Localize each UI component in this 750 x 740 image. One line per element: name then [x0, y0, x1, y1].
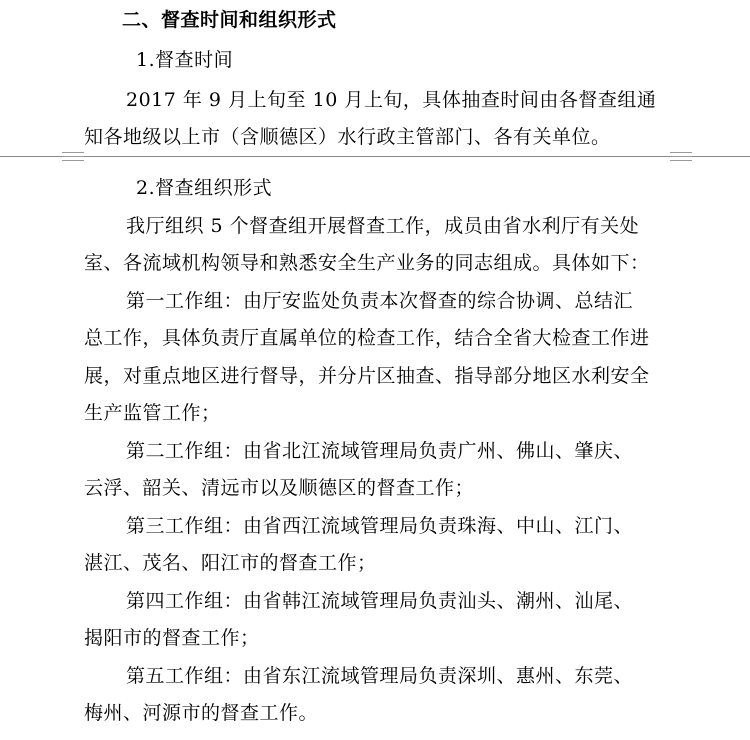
paragraph-line: 展，对重点地区进行督导，并分片区抽查、指导部分地区水利安全	[84, 365, 650, 387]
paragraph-line: 总工作，具体负责厅直属单位的检查工作，结合全省大检查工作进	[84, 327, 650, 349]
paragraph-line: 第五工作组：由省东江流域管理局负责深圳、惠州、东莞、	[126, 665, 634, 687]
paragraph-line: 云浮、韶关、清远市以及顺德区的督查工作；	[84, 477, 475, 499]
paragraph-line: 第四工作组：由省韩江流域管理局负责汕头、潮州、汕尾、	[126, 590, 634, 612]
page-break-divider	[0, 152, 750, 164]
page-break-rule	[0, 156, 750, 157]
subheading-inspection-time: 1.督查时间	[136, 49, 234, 71]
paragraph-line: 梅州、河源市的督查工作。	[84, 702, 319, 724]
paragraph-line: 室、各流域机构领导和熟悉安全生产业务的同志组成。具体如下：	[84, 252, 650, 274]
subheading-organization-form: 2.督查组织形式	[136, 177, 273, 199]
paragraph-line: 湛江、茂名、阳江市的督查工作；	[84, 552, 377, 574]
paragraph-line: 第三工作组：由省西江流域管理局负责珠海、中山、江门、	[126, 515, 634, 537]
paragraph-line: 知各地级以上市（含顺德区）水行政主管部门、各有关单位。	[84, 126, 611, 148]
page-break-marker-icon	[670, 152, 692, 161]
section-heading: 二、督查时间和组织形式	[122, 9, 337, 31]
paragraph-line: 第一工作组：由厅安监处负责本次督查的综合协调、总结汇	[126, 290, 634, 312]
page-break-marker-icon	[62, 152, 84, 161]
paragraph-line: 我厅组织 5 个督查组开展督查工作，成员由省水利厅有关处	[126, 215, 640, 237]
paragraph-line: 生产监管工作；	[84, 402, 221, 424]
paragraph-line: 第二工作组：由省北江流域管理局负责广州、佛山、肇庆、	[126, 440, 634, 462]
paragraph-line: 2017 年 9 月上旬至 10 月上旬，具体抽查时间由各督查组通	[126, 89, 657, 111]
paragraph-line: 揭阳市的督查工作；	[84, 627, 260, 649]
